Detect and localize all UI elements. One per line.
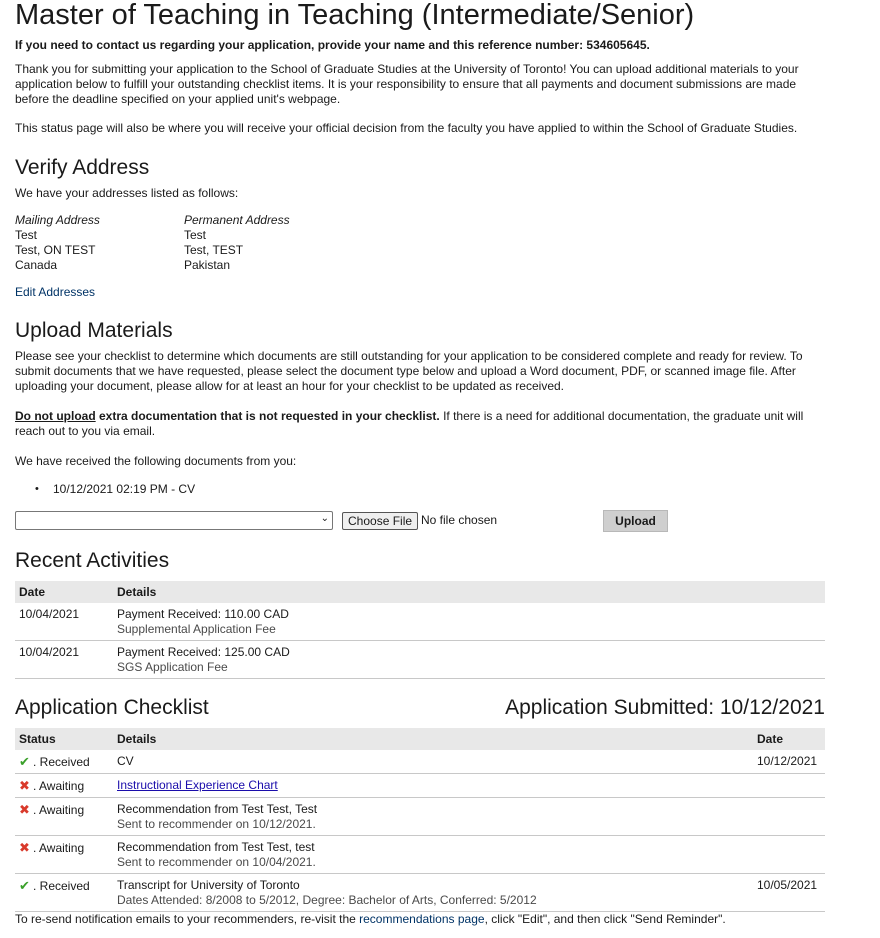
application-checklist-table [15,728,825,912]
checklist-details [113,798,753,836]
permanent-address-label: Permanent Address [184,213,290,227]
edit-addresses-link[interactable]: Edit Addresses [15,285,96,299]
status-note: This status page will also be where you will receive your official decision from the faculty you have applied to within the School of Graduate Studies. [15,121,798,135]
table-row [15,774,825,798]
table-row [15,798,825,836]
check-icon: ✔ [19,878,30,893]
checklist-details [113,774,753,798]
activity-sub: Supplemental Application Fee [117,622,276,636]
mailing-address-line: Test, ON TEST [15,243,96,257]
activity-detail: Payment Received: 125.00 CAD [117,645,290,659]
activity-details [113,603,825,641]
table-row [15,750,825,774]
column-header: Date [15,581,113,603]
received-docs-list [35,482,195,497]
warning-do-not-upload: Do not upload [15,409,96,423]
status-text: Awaiting [39,803,85,817]
table-row [15,874,825,912]
upload-button[interactable]: Upload [603,510,668,532]
table-row [15,603,825,641]
checklist-detail: CV [117,754,134,768]
checklist-detail: Recommendation from Test Test, Test [117,802,318,816]
recommendations-page-link[interactable]: recommendations page [359,912,485,926]
checklist-details [113,750,753,774]
chevron-down-icon: ⌄ [320,513,329,524]
permanent-address-line: Test, TEST [184,243,244,257]
status-cell: ✔ . Received [15,750,113,774]
warning-rest-text: If there is a need for additional documentation, the graduate unit will reach out to you via email. [15,409,804,438]
checklist-date [753,798,825,836]
column-header: Details [113,728,753,750]
mailing-address [15,213,100,273]
activity-sub: SGS Application Fee [117,660,228,674]
application-checklist-heading: Application Checklist [15,696,209,719]
activity-details [113,641,825,679]
choose-file-button[interactable]: Choose File [342,512,418,530]
recommendations-note [15,912,726,926]
recent-activities-table [15,581,825,679]
verify-address-heading: Verify Address [15,156,150,179]
activity-date: 10/04/2021 [15,603,113,641]
cross-icon: ✖ [19,840,30,855]
table-header-row [15,728,825,750]
activity-detail: Payment Received: 110.00 CAD [117,607,289,621]
checklist-date: 10/05/2021 [753,874,825,912]
received-doc: 10/12/2021 02:19 PM - CV [53,482,196,496]
checklist-date: 10/12/2021 [753,750,825,774]
status-text: Awaiting [39,841,85,855]
checklist-details [113,836,753,874]
application-submitted-date: Application Submitted: 10/12/2021 [505,696,825,719]
permanent-address-line: Test [184,228,207,242]
column-header: Details [113,581,825,603]
checklist-sub: Sent to recommender on 10/12/2021. [117,817,316,831]
activity-date: 10/04/2021 [15,641,113,679]
warning-bold-text: extra documentation that is not requested in your checklist. [95,409,440,423]
verify-address-lead: We have your addresses listed as follows: [15,186,239,200]
file-status: No file chosen [421,513,498,527]
contact-note: If you need to contact us regarding your application, provide your name and this reference number: 534605645. [15,38,650,52]
status-cell: ✖ . Awaiting [15,774,113,798]
upload-warning [15,409,827,439]
checklist-details [113,874,753,912]
cross-icon: ✖ [19,802,30,817]
column-header: Status [15,728,113,750]
page-title: Master of Teaching in Teaching (Intermediate/Senior) [15,0,695,31]
list-item [35,482,195,497]
permanent-address [184,213,290,273]
status-cell: ✖ . Awaiting [15,798,113,836]
check-icon: ✔ [19,754,30,769]
status-text: Received [39,755,90,769]
upload-instructions: Please see your checklist to determine which documents are still outstanding for your application to be considered complete and ready for review. To submit documents that we have requested, please select the document type below and upload a Word document, PDF, or scanned image file. After uploading your document, please allow for at least an hour for your checklist to be updated as received. [15,349,803,393]
checklist-sub: Sent to recommender on 10/04/2021. [117,855,316,869]
footer-text: To re-send notification emails to your recommenders, re-visit the [15,912,360,926]
status-cell: ✔ . Received [15,874,113,912]
upload-materials-heading: Upload Materials [15,319,173,342]
status-text: Awaiting [39,779,85,793]
mailing-address-label: Mailing Address [15,213,100,227]
upload-row [15,510,827,532]
checklist-detail: Recommendation from Test Test, test [117,840,315,854]
table-header-row [15,581,825,603]
mailing-address-line: Test [15,228,38,242]
status-text: Received [39,879,90,893]
checklist-sub: Dates Attended: 8/2008 to 5/2012, Degree: Bachelor of Arts, Conferred: 5/2012 [117,893,537,907]
bullet-icon: • [35,483,39,495]
permanent-address-line: Pakistan [184,258,231,272]
mailing-address-line: Canada [15,258,58,272]
document-type-select[interactable] [15,511,333,530]
received-docs-lead: We have received the following documents from you: [15,454,297,468]
status-cell: ✖ . Awaiting [15,836,113,874]
table-row [15,641,825,679]
instructional-experience-chart-link[interactable]: Instructional Experience Chart [117,778,278,792]
column-header: Date [753,728,825,750]
checklist-date [753,836,825,874]
footer-text: , click "Edit", and then click "Send Reminder". [484,912,726,926]
intro-text: Thank you for submitting your application to the School of Graduate Studies at the University of Toronto! You can upload additional materials to your application below to fulfill your outstanding checklist items. It is your responsibility to ensure that all payments and document submissions are made before the deadline specified on your applied unit's webpage. [15,62,799,106]
checklist-date [753,774,825,798]
recent-activities-heading: Recent Activities [15,549,170,572]
cross-icon: ✖ [19,778,30,793]
checklist-detail: Transcript for University of Toronto [117,878,300,892]
table-row [15,836,825,874]
